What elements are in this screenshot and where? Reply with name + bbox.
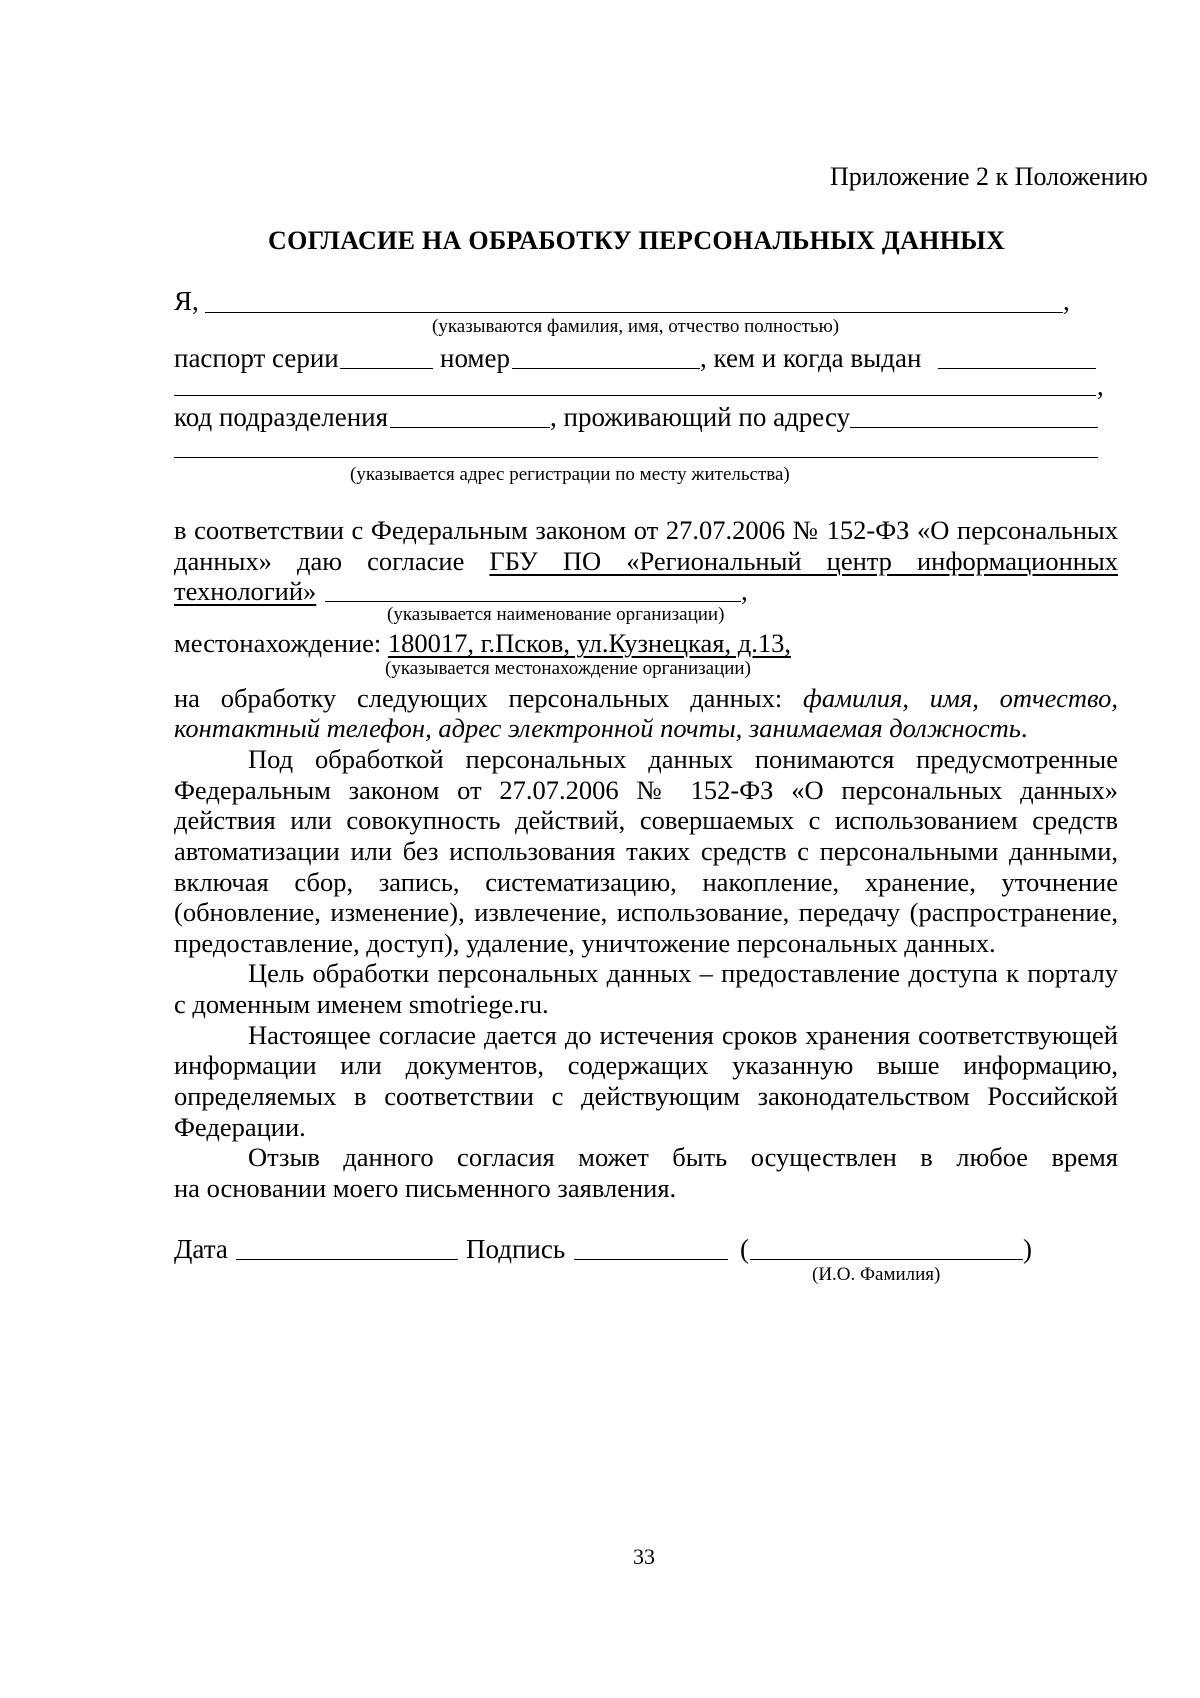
division-code-field-line[interactable] <box>390 427 550 428</box>
p5-line: информации или документов, содержащих указанную выше информацию, <box>174 1050 1118 1080</box>
organization-field-line[interactable] <box>325 601 741 602</box>
address-field-line-2[interactable] <box>174 457 1098 458</box>
appendix-note: Приложение 2 к Положению <box>830 162 1148 191</box>
p4-line: с доменным именем smotriege.ru. <box>174 989 549 1019</box>
issued-field-line-1[interactable] <box>938 368 1096 369</box>
org-comma: , <box>741 576 748 606</box>
hint-address: (указывается адрес регистрации по месту жительства) <box>350 464 790 485</box>
p1-line1: в соответствии с Федеральным законом от 27.07.2006 № 152-ФЗ «О персональных <box>174 515 1118 545</box>
hint-name: (И.О. Фамилия) <box>812 1264 941 1285</box>
hint-location: (указывается местонахождение организации) <box>385 658 751 679</box>
location-line <box>174 628 791 659</box>
p3-line: (обновление, изменение), извлечение, использование, передачу (распространение, <box>174 897 1118 927</box>
location-value: 180017, г.Псков, ул.Кузнецкая, д.13, <box>387 628 791 658</box>
p3-line: Под обработкой персональных данных понимаются предусмотренные <box>248 744 1118 774</box>
i-label: Я, <box>174 286 199 316</box>
p3-line: автоматизации или без использования таких средств с персональными данными, <box>174 836 1118 866</box>
issued-field-line-2[interactable] <box>174 395 1096 396</box>
p2-line1 <box>174 683 1118 714</box>
hint-fio: (указываются фамилия, имя, отчество полностью) <box>432 316 840 337</box>
p4-line: Цель обработки персональных данных – предоставление доступа к порталу <box>248 958 1118 988</box>
issued-comma: , <box>1097 371 1104 401</box>
p3-line: действия или совокупность действий, совершаемых с использованием средств <box>174 805 1118 835</box>
signature-field-line[interactable] <box>574 1259 728 1260</box>
close-paren: ) <box>1023 1234 1032 1264</box>
passport-series-label: паспорт серии <box>174 343 339 373</box>
date-field-line[interactable] <box>236 1259 458 1260</box>
organization-name-part1: ГБУ ПО «Региональный центр информационных <box>489 546 1119 576</box>
p3-line: включая сбор, запись, систематизацию, накопление, хранение, уточнение <box>174 867 1118 897</box>
fio-comma: , <box>1063 286 1070 316</box>
p1-consent-text: данных» даю согласие <box>174 546 465 576</box>
organization-name-part2: технологий» <box>174 576 317 606</box>
p6-line: на основании моего письменного заявления. <box>174 1173 677 1203</box>
p2-period: . <box>1020 713 1028 743</box>
p2-intro: на обработку следующих персональных данных: <box>174 683 783 713</box>
passport-number-label: номер <box>440 343 511 373</box>
p2-data-list-1: фамилия, имя, отчество, <box>803 683 1119 713</box>
p5-line: Настоящее согласие дается до истечения сроков хранения соответствующей <box>248 1020 1118 1050</box>
passport-number-field-line[interactable] <box>512 368 700 369</box>
p1-line2 <box>174 546 1118 577</box>
division-code-label: код подразделения <box>174 402 389 432</box>
p2-line2 <box>174 713 1027 744</box>
date-label: Дата <box>174 1234 228 1264</box>
p5-line: определяемых в соответствии с действующим законодательством Российской <box>174 1081 1118 1111</box>
location-label: местонахождение: <box>174 628 382 658</box>
p3-line: предоставление, доступ), удаление, уничтожение персональных данных. <box>174 928 996 958</box>
passport-series-field-line[interactable] <box>340 368 433 369</box>
p2-data-list-2: контактный телефон, адрес электронной почты, занимаемая должность <box>174 713 1021 743</box>
name-field-line[interactable] <box>750 1259 1023 1260</box>
fio-field-line[interactable] <box>205 312 1063 313</box>
open-paren: ( <box>740 1234 749 1264</box>
residing-label: , проживающий по адресу <box>550 402 851 432</box>
p6-line: Отзыв данного согласия может быть осуществлен в любое время <box>248 1142 1118 1172</box>
signature-label: Подпись <box>466 1234 566 1264</box>
address-field-line-1[interactable] <box>850 427 1098 428</box>
hint-organization: (указывается наименование организации) <box>387 604 725 625</box>
p5-line: Федерации. <box>174 1112 306 1142</box>
issued-label: , кем и когда выдан <box>700 343 922 373</box>
page-number: 33 <box>633 1544 655 1569</box>
document-title: СОГЛАСИЕ НА ОБРАБОТКУ ПЕРСОНАЛЬНЫХ ДАННЫХ <box>268 226 1006 255</box>
p3-line: Федеральным законом от 27.07.2006 № 152-ФЗ «О персональных данных» <box>174 775 1118 805</box>
